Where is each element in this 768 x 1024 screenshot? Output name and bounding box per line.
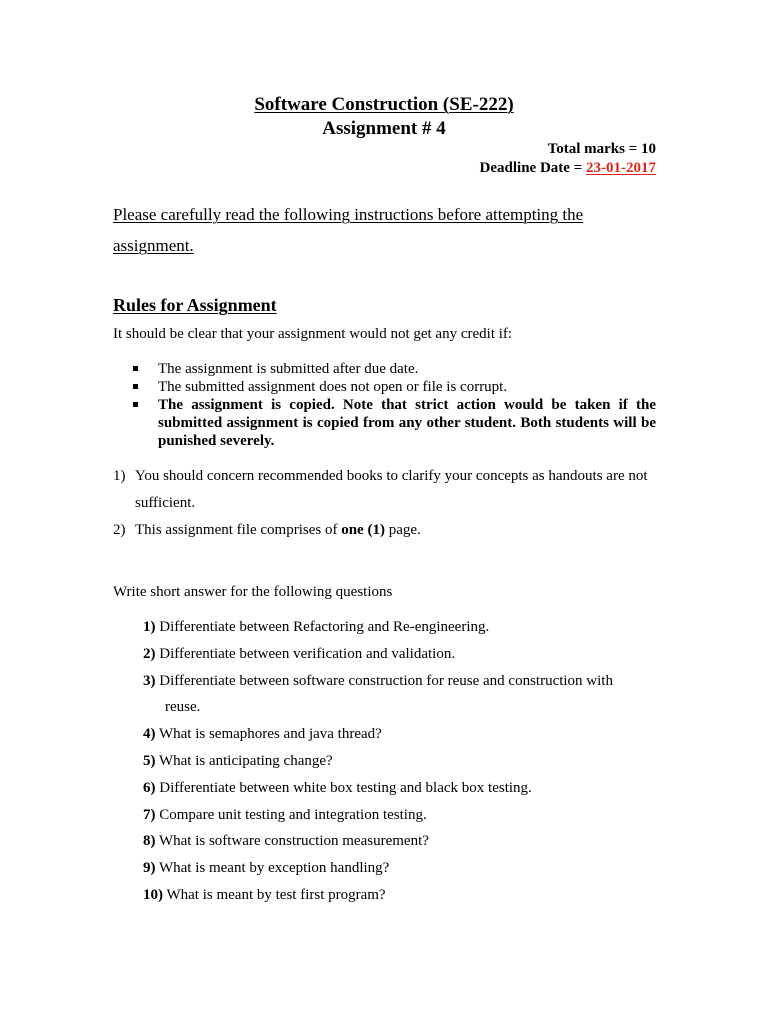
assignment-title: Assignment # 4: [322, 118, 446, 139]
question-item: 7) Compare unit testing and integration testing.: [143, 806, 427, 823]
question-item: 8) What is software construction measurement?: [143, 833, 429, 850]
questions-list: [143, 614, 663, 909]
note-item: [113, 463, 658, 517]
question-number: 1): [143, 619, 156, 635]
course-title: Software Construction (SE-222): [254, 94, 514, 115]
rules-bullet-list: [113, 360, 656, 450]
question-item: 10) What is meant by test first program?: [143, 886, 386, 903]
question-item: 4) What is semaphores and java thread?: [143, 726, 382, 743]
square-bullet-icon: [133, 384, 138, 389]
question-number: 8): [143, 833, 156, 850]
deadline-line: [480, 159, 656, 177]
rules-lead: It should be clear that your assignment would not get any credit if:: [113, 326, 513, 342]
instructions-intro: Please carefully read the following instructions before attempting the assignment.: [113, 205, 584, 255]
question-number: 2): [143, 645, 156, 662]
question-continuation: reuse.: [165, 699, 201, 716]
rule-bullet: The assignment is copied. Note that strict action would be taken if the submitted assignment is copied from any other student. Both students will be punished severely.: [113, 396, 656, 450]
deadline-label: Deadline Date =: [479, 160, 586, 176]
rules-heading: Rules for Assignment: [113, 295, 277, 315]
question-item: 1) Differentiate between Refactoring and Re-engineering.: [143, 619, 490, 635]
question-item: 2) Differentiate between verification and validation.: [143, 645, 456, 662]
rule-bullet: The assignment is submitted after due date.: [113, 360, 656, 378]
total-marks: Total marks = 10: [547, 141, 656, 157]
question-number: 9): [143, 860, 156, 877]
question-number: 7): [143, 806, 156, 823]
square-bullet-icon: [133, 402, 138, 407]
question-item: 3) Differentiate between software construction for reuse and construction with: [143, 672, 613, 689]
question-item: 6) Differentiate between white box testing and black box testing.: [143, 779, 532, 796]
questions-heading: Write short answer for the following questions: [113, 584, 393, 600]
question-number: 10): [143, 886, 163, 903]
note-number: 2): [113, 522, 126, 538]
rule-bullet: The submitted assignment does not open or file is corrupt.: [113, 378, 656, 396]
question-item: 5) What is anticipating change?: [143, 752, 333, 769]
note-text: You should concern recommended books to clarify your concepts as handouts are not sufficient.: [135, 468, 648, 511]
question-number: 3): [143, 672, 156, 689]
question-number: 4): [143, 726, 156, 743]
question-number: 6): [143, 779, 156, 796]
deadline-date: 23-01-2017: [586, 160, 656, 176]
note-item: [113, 517, 658, 544]
note-number: 1): [113, 468, 126, 484]
note-text: This assignment file comprises of one (1) page.: [135, 522, 421, 538]
question-number: 5): [143, 752, 156, 769]
question-item: 9) What is meant by exception handling?: [143, 860, 390, 877]
square-bullet-icon: [133, 366, 138, 371]
